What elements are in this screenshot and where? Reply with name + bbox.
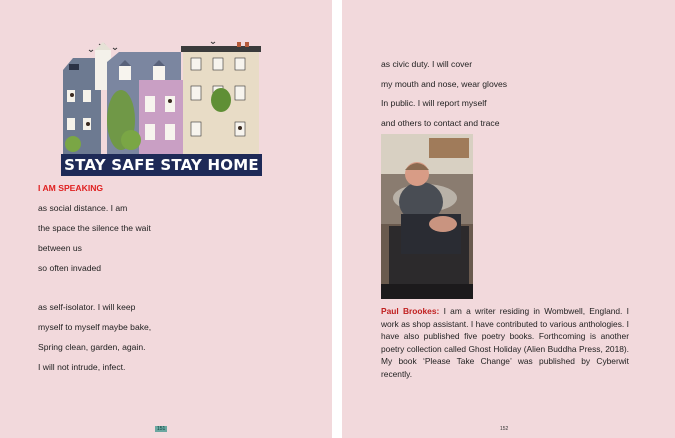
page-gutter <box>332 0 342 438</box>
poem-line: In public. I will report myself <box>381 98 487 108</box>
author-name: Paul Brookes: <box>381 306 440 316</box>
poem-line: so often invaded <box>38 263 102 273</box>
page-number-right: 152 <box>500 426 509 432</box>
poem-line: my mouth and nose, wear gloves <box>381 79 508 89</box>
stay-home-poster <box>61 40 262 176</box>
poem-line: and others to contact and trace <box>381 118 500 128</box>
poem-line: as self-isolator. I will keep <box>38 302 136 312</box>
poem-line: myself to myself maybe bake, <box>38 322 152 332</box>
author-bio <box>381 305 629 381</box>
poem-line: between us <box>38 243 82 253</box>
poem-line: the space the silence the wait <box>38 223 151 233</box>
poem-title: I AM SPEAKING <box>38 183 104 193</box>
poem-line: as social distance. I am <box>38 203 128 213</box>
author-photo <box>381 134 473 299</box>
page-number-left: 151 <box>157 426 166 432</box>
poem-line: I will not intrude, infect. <box>38 362 126 372</box>
poem-line: as civic duty. I will cover <box>381 59 473 69</box>
poem-line: Spring clean, garden, again. <box>38 342 146 352</box>
bio-text: I am a writer residing in Wombwell, England. I work as shop assistant. I have contributed to various anthologies. I have also published five poetry books. Forthcoming is another poetry collection called Ghost Holiday (Alien Buddha Press, 2018). My book ‘Please Take Change’ was published by Cyberwit recently. <box>381 306 629 379</box>
poster-slogan: STAY SAFE STAY HOME <box>64 156 259 174</box>
